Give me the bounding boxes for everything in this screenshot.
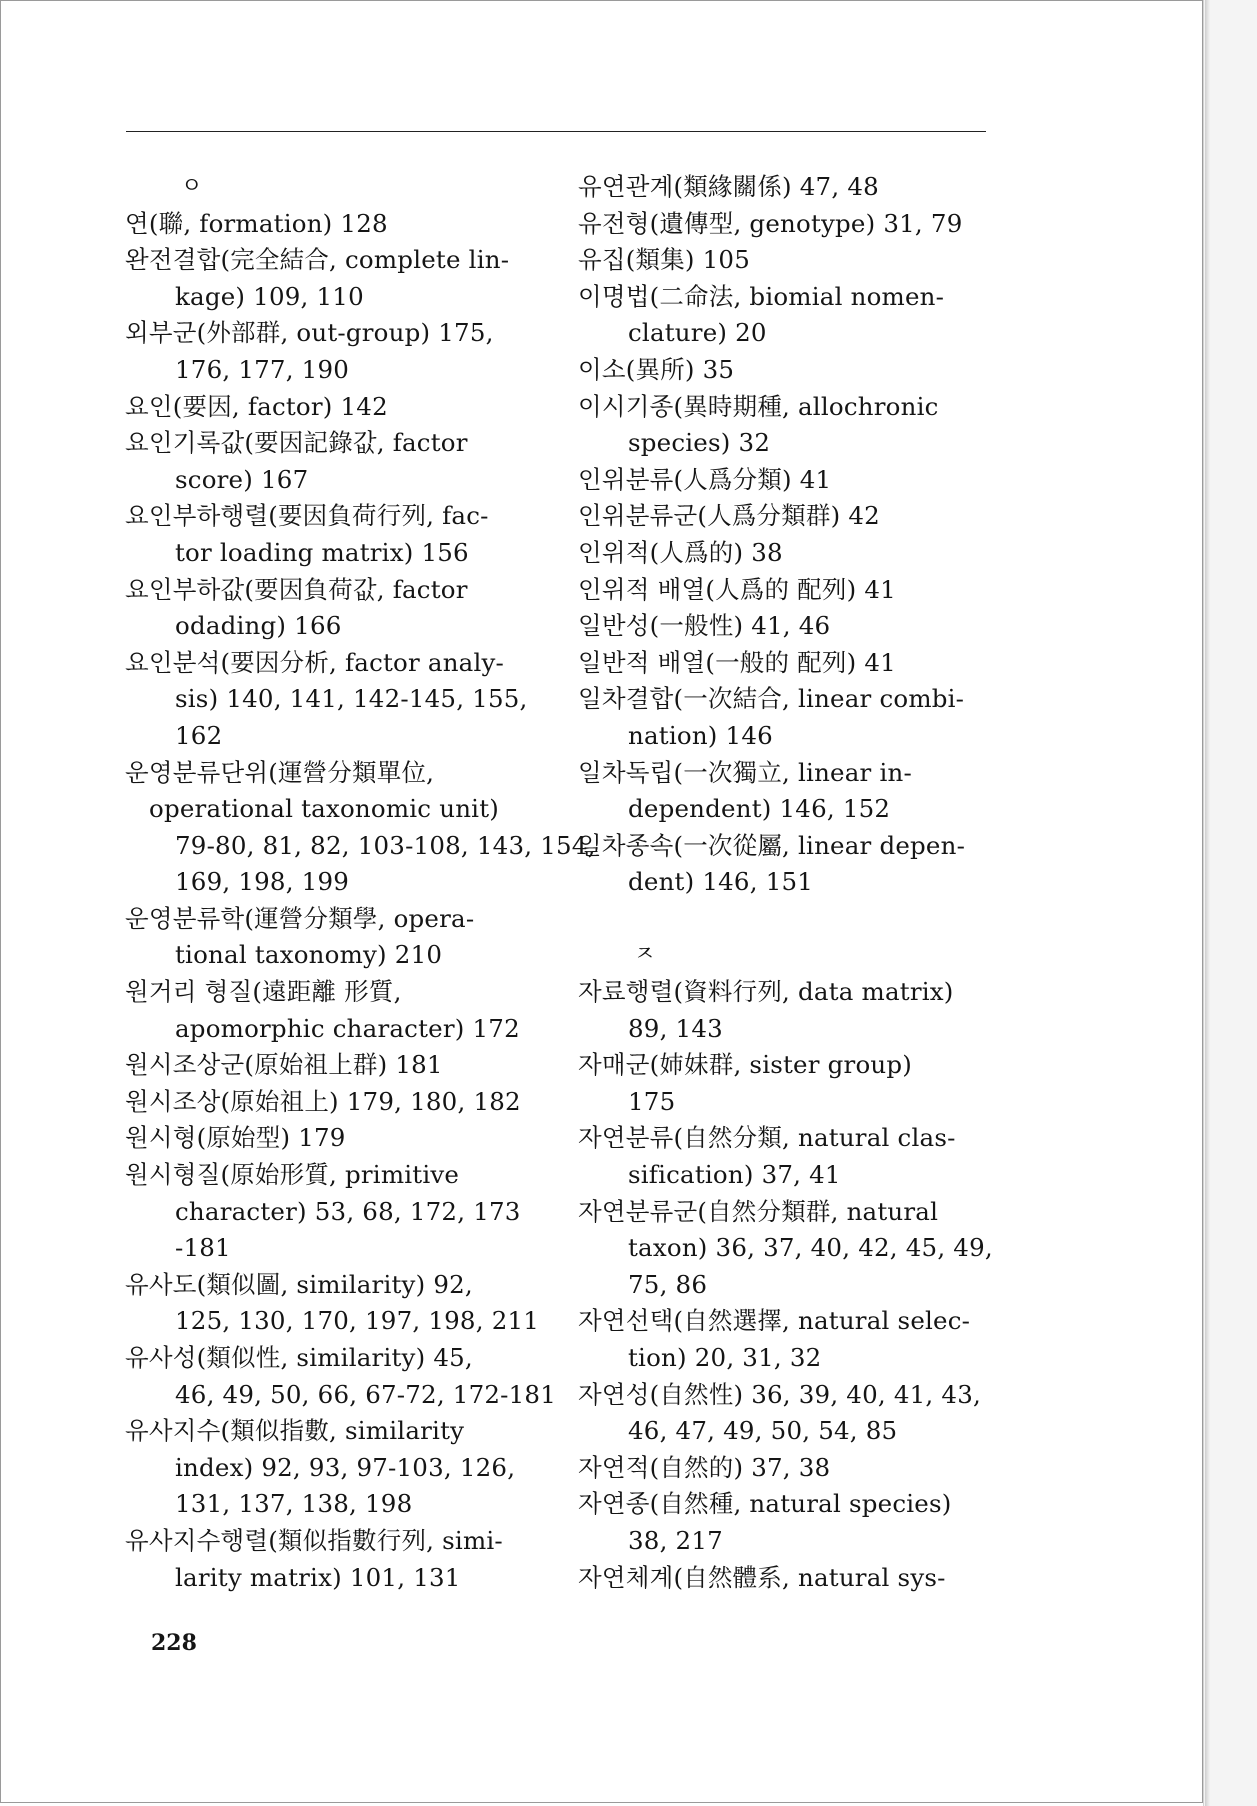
- index-entry-line: 요인부하값(要因負荷값, factor: [125, 574, 468, 604]
- index-entry-line: 자연체계(自然體系, natural sys-: [578, 1562, 946, 1592]
- index-entry-line: 인위적 배열(人爲的 配列) 41: [578, 574, 896, 604]
- index-entry-line: [578, 901, 998, 938]
- index-entry-line: 요인기록값(要因記錄값, factor: [125, 428, 468, 458]
- index-entry-line: 162: [175, 720, 223, 750]
- index-entry-line: apomorphic character) 172: [175, 1013, 520, 1043]
- index-entry-line: 자연분류군(自然分類群, natural: [578, 1196, 939, 1226]
- index-entry-line: nation) 146: [628, 720, 773, 750]
- index-entry-line: tor loading matrix) 156: [175, 537, 469, 567]
- index-entry-line: tion) 20, 31, 32: [628, 1343, 822, 1372]
- index-entry-line: kage) 109, 110: [175, 281, 364, 311]
- index-entry-line: sis) 140, 141, 142-145, 155,: [175, 684, 528, 714]
- index-entry-line: 원거리 형질(遠距離 形質,: [125, 977, 402, 1007]
- index-entry-line: sification) 37, 41: [628, 1160, 841, 1190]
- index-entry-line: 자연종(自然種, natural species): [578, 1489, 952, 1519]
- index-section-heading: ㅇ: [181, 174, 203, 199]
- index-entry-line: 유사지수행렬(類似指數行列, simi-: [125, 1525, 503, 1555]
- index-entry-line: 46, 47, 49, 50, 54, 85: [628, 1416, 898, 1446]
- index-column-right: [578, 169, 998, 1596]
- header-rule: [126, 131, 986, 132]
- index-entry-line: 일차종속(一次從屬, linear depen-: [578, 830, 966, 860]
- index-column-left: [125, 169, 596, 1596]
- index-entry-line: clature) 20: [628, 318, 767, 348]
- index-entry-line: 자매군(姉妹群, sister group): [578, 1050, 913, 1080]
- index-entry-line: larity matrix) 101, 131: [175, 1562, 461, 1592]
- index-entry-line: dent) 146, 151: [628, 867, 814, 897]
- index-entry-line: 일반적 배열(一般的 配列) 41: [578, 647, 896, 677]
- index-entry-line: 일반성(一般性) 41, 46: [578, 611, 831, 641]
- index-entry-line: 유전형(遺傳型, genotype) 31, 79: [578, 208, 963, 238]
- index-entry-line: character) 53, 68, 172, 173: [175, 1196, 521, 1226]
- viewer-scroll-gutter: [1203, 0, 1257, 1806]
- index-entry-line: 일차결합(一次結合, linear combi-: [578, 684, 965, 714]
- index-entry-line: 원시조상군(原始祖上群) 181: [125, 1050, 443, 1080]
- index-entry-line: 유사도(類似圖, similarity) 92,: [125, 1269, 473, 1299]
- index-entry-line: 요인(要因, factor) 142: [125, 391, 388, 421]
- index-entry-line: 자연성(自然性) 36, 39, 40, 41, 43,: [578, 1379, 981, 1409]
- index-entry-line: -181: [175, 1233, 231, 1263]
- index-entry-line: 원시조상(原始祖上) 179, 180, 182: [125, 1086, 521, 1116]
- index-entry-line: 89, 143: [628, 1013, 723, 1043]
- index-entry-line: 요인부하행렬(要因負荷行列, fac-: [125, 501, 489, 531]
- index-entry-line: 175: [628, 1086, 676, 1116]
- index-entry-line: operational taxonomic unit): [149, 794, 500, 824]
- index-entry-line: 이소(異所) 35: [578, 354, 735, 384]
- index-entry-line: 79-80, 81, 82, 103-108, 143, 154,: [175, 830, 596, 860]
- index-entry-line: 인위적(人爲的) 38: [578, 537, 783, 567]
- index-entry-line: score) 167: [175, 464, 309, 494]
- index-entry-line: 유연관계(類緣關係) 47, 48: [578, 172, 879, 201]
- index-entry-line: 연(聯, formation) 128: [125, 208, 388, 238]
- index-entry-line: 요인분석(要因分析, factor analy-: [125, 647, 505, 677]
- index-entry-line: 자연선택(自然選擇, natural selec-: [578, 1306, 971, 1336]
- index-entry-line: 운영분류단위(運營分類單位,: [125, 757, 435, 787]
- index-entry-line: 이시기종(異時期種, allochronic: [578, 391, 939, 421]
- index-entry-line: 125, 130, 170, 197, 198, 211: [175, 1306, 540, 1336]
- index-entry-line: taxon) 36, 37, 40, 42, 45, 49,: [628, 1233, 993, 1263]
- index-entry-line: 일차독립(一次獨立, linear in-: [578, 757, 912, 787]
- index-entry-line: 이명법(二命法, biomial nomen-: [578, 281, 945, 311]
- index-entry-line: 자연분류(自然分類, natural clas-: [578, 1123, 956, 1153]
- page-shadow: [1205, 0, 1210, 1806]
- index-entry-line: 38, 217: [628, 1525, 723, 1555]
- index-entry-line: 46, 49, 50, 66, 67-72, 172-181: [175, 1379, 557, 1409]
- index-entry-line: 운영분류학(運營分類學, opera-: [125, 903, 475, 933]
- index-entry-line: 131, 137, 138, 198: [175, 1489, 413, 1519]
- index-entry-line: 원시형질(原始形質, primitive: [125, 1160, 460, 1190]
- index-entry-line: 외부군(外部群, out-group) 175,: [125, 318, 494, 348]
- index-entry-line: 인위분류(人爲分類) 41: [578, 464, 832, 494]
- index-entry-line: 자연적(自然的) 37, 38: [578, 1452, 831, 1482]
- index-entry-line: species) 32: [628, 428, 771, 458]
- page-number: 228: [151, 1630, 197, 1656]
- index-entry-line: 유사성(類似性, similarity) 45,: [125, 1343, 473, 1372]
- index-entry-line: 176, 177, 190: [175, 354, 350, 384]
- index-entry-line: 인위분류군(人爲分類群) 42: [578, 501, 880, 531]
- index-entry-line: 169, 198, 199: [175, 867, 350, 897]
- index-entry-line: 유집(類集) 105: [578, 245, 751, 275]
- index-section-heading: ㅈ: [634, 942, 656, 968]
- index-entry-line: 75, 86: [628, 1269, 708, 1299]
- index-entry-line: odading) 166: [175, 611, 342, 641]
- index-entry-line: 유사지수(類似指數, similarity: [125, 1416, 465, 1446]
- index-entry-line: 자료행렬(資料行列, data matrix): [578, 977, 954, 1007]
- index-entry-line: index) 92, 93, 97-103, 126,: [175, 1452, 516, 1482]
- index-entry-line: dependent) 146, 152: [628, 794, 891, 824]
- index-entry-line: 원시형(原始型) 179: [125, 1123, 346, 1153]
- index-entry-line: 완전결합(完全結合, complete lin-: [125, 245, 510, 275]
- index-entry-line: tional taxonomy) 210: [175, 940, 443, 970]
